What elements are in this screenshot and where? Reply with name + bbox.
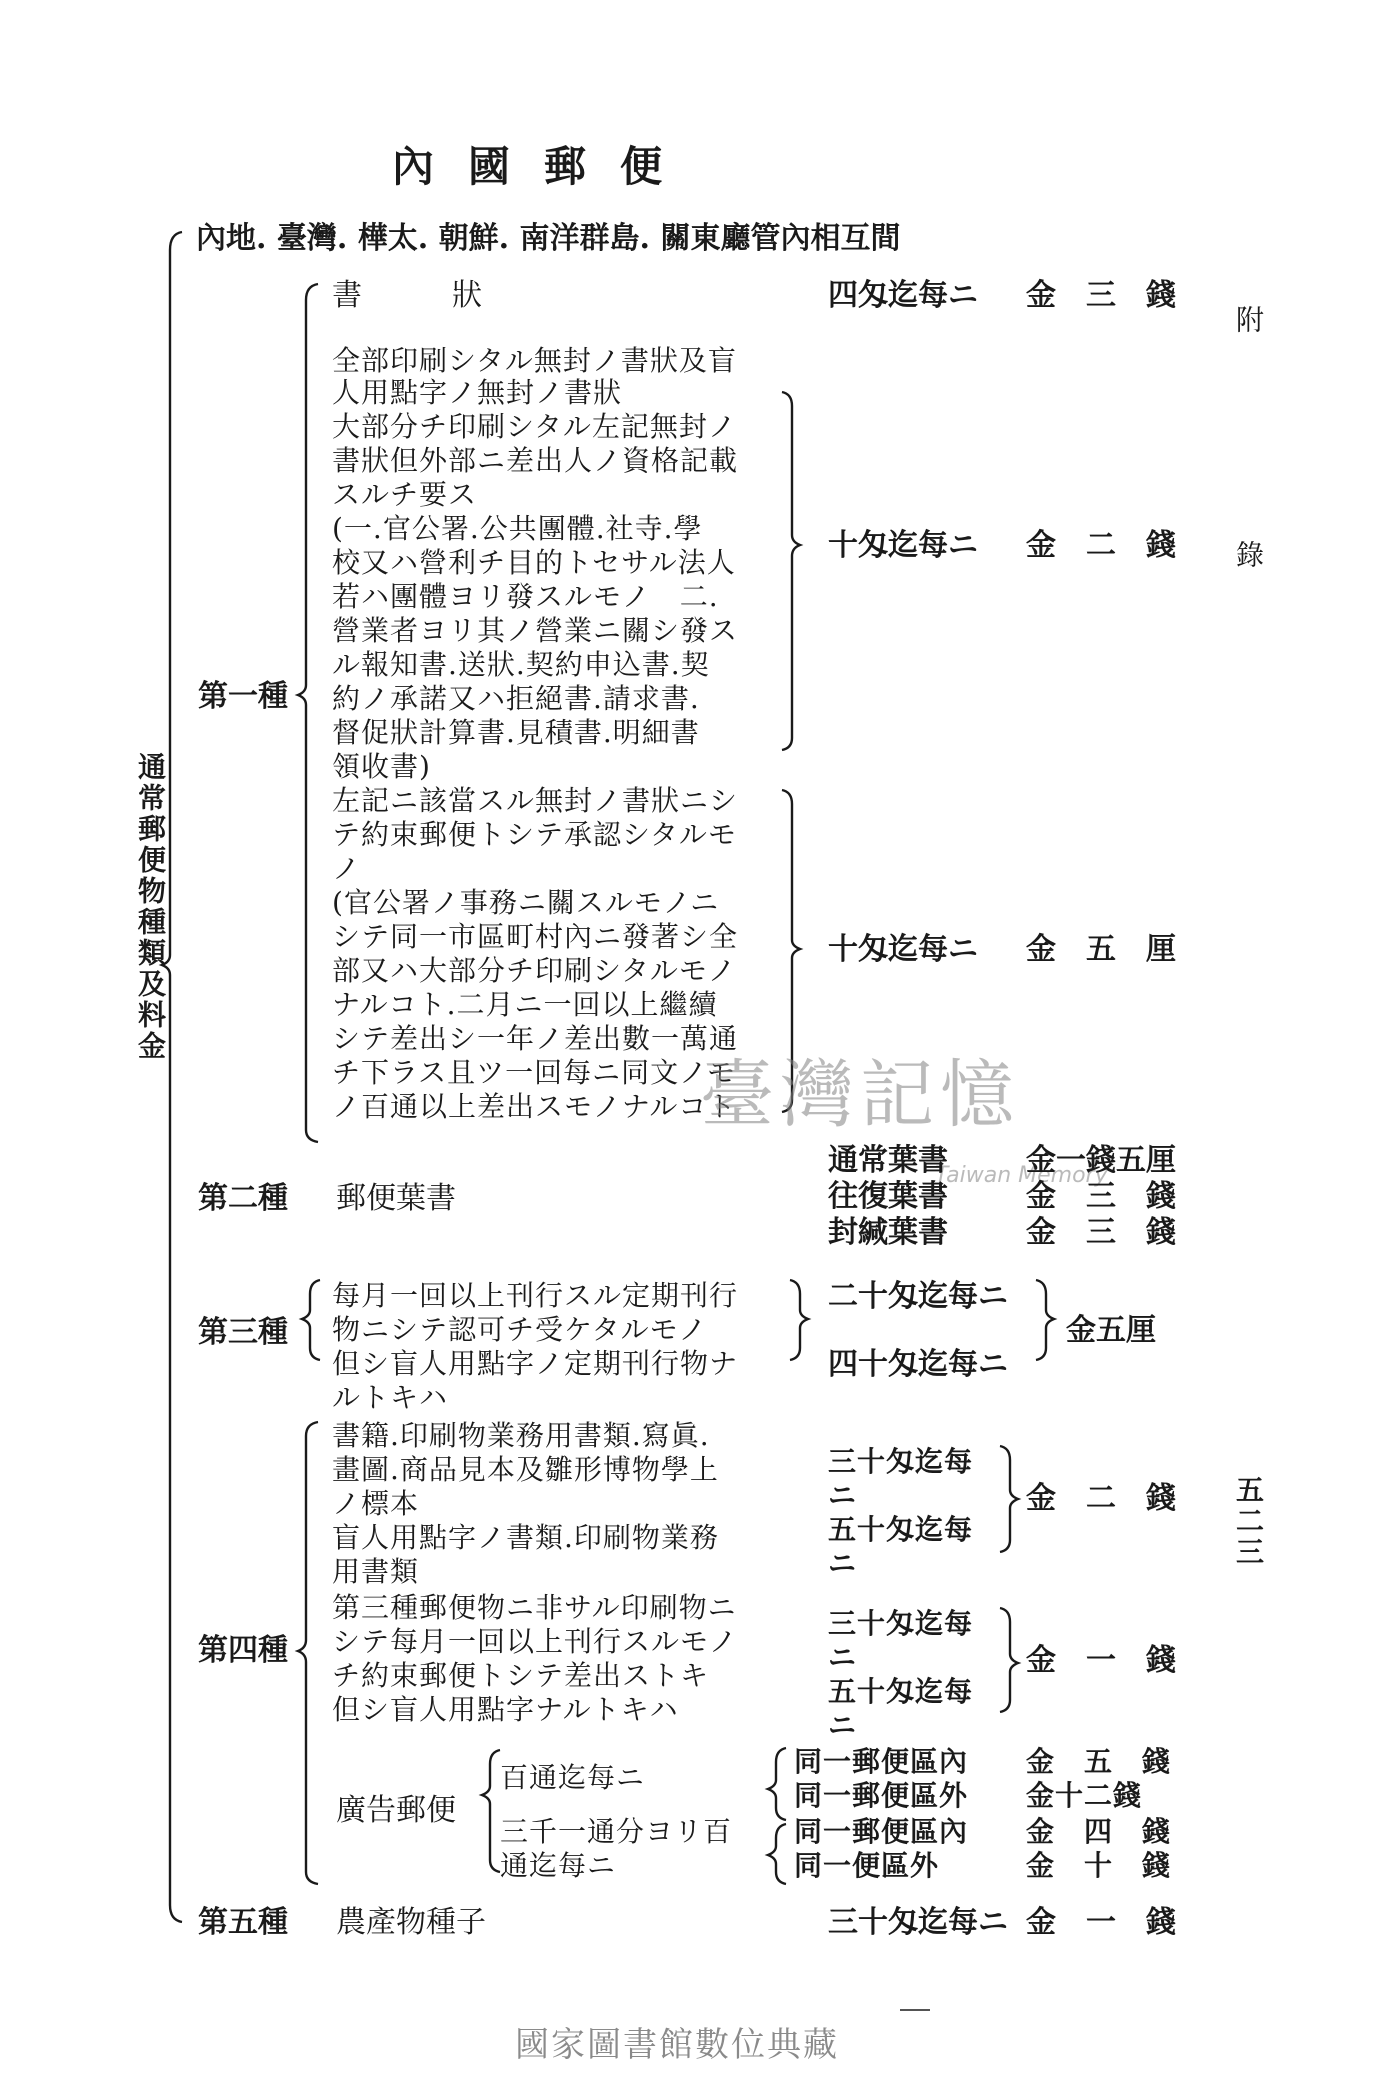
class4-ad-price: 金 十 錢 <box>1026 1849 1172 1882</box>
class1-printed-weight: 十匁迄每ニ <box>828 528 978 563</box>
class4-group2-price: 金 一 錢 <box>1026 1643 1176 1678</box>
class1-printed-line: 若ハ團體ヨリ發スルモノ 二. <box>332 580 719 613</box>
class1-contract-line: 左記ニ該當スル無封ノ書狀ニシ <box>332 784 739 817</box>
class4-group2-line: 第三種郵便物ニ非サル印刷物ニ <box>332 1591 737 1624</box>
class4-group2-line: 但シ盲人用點字ナルトキハ <box>332 1693 679 1726</box>
class2-price: 金 三 錢 <box>1026 1179 1176 1214</box>
class1-contract-line: (官公署ノ事務ニ關スルモノニ <box>332 886 720 919</box>
class4-label: 第四種 <box>198 1633 288 1668</box>
class1-contract-line: ノ百通以上差出スモノナルコト <box>332 1090 737 1123</box>
class2-price: 金 三 錢 <box>1026 1215 1176 1250</box>
class5-label: 第五種 <box>198 1905 288 1940</box>
class2-kind: 通常葉書 <box>828 1143 948 1178</box>
class4-ad-price: 金十二錢 <box>1026 1779 1143 1812</box>
class1-letter-name: 書 狀 <box>332 278 482 313</box>
class4-group1-line: 書籍.印刷物業務用書類.寫眞. <box>332 1419 710 1452</box>
class3-line: ルトキハ <box>332 1381 449 1414</box>
class1-printed-line: 督促狀計算書.見積書.明細書 <box>332 716 700 749</box>
footer-archive: 國家圖書館數位典藏 <box>515 2025 839 2065</box>
class4-group2-line: シテ每月一回以上刊行スルモノ <box>332 1625 738 1658</box>
class4-group1-line: 畫圖.商品見本及雛形博物學上 <box>332 1453 719 1486</box>
class1-printed-price: 金 二 錢 <box>1026 528 1176 563</box>
class1-printed-line: 約ノ承諾又ハ拒絕書.請求書. <box>332 682 700 715</box>
class4-group1-weight: ニ <box>828 1479 858 1512</box>
class1-printed-line: 全部印刷シタル無封ノ書狀及盲 <box>332 344 737 377</box>
class4-group1-price: 金 二 錢 <box>1026 1481 1176 1516</box>
class3-label: 第三種 <box>198 1315 288 1350</box>
class1-letter-weight: 四匁迄每ニ <box>828 278 978 313</box>
class4-ad-area: 同一郵便區外 <box>794 1779 969 1812</box>
page-title: 內國郵便 <box>392 142 697 191</box>
class5-price: 金 一 錢 <box>1026 1905 1176 1940</box>
margin-roku: 錄 <box>1232 540 1265 571</box>
class1-printed-line: スルチ要ス <box>332 478 478 511</box>
class4-group1-weight: 五十匁迄每 <box>828 1513 974 1546</box>
class1-contract-line: チ下ラス且ツ一回每ニ同文ノモ <box>332 1056 737 1089</box>
class2-price: 金一錢五厘 <box>1026 1143 1176 1178</box>
class1-printed-line: 領收書) <box>332 750 431 783</box>
class3-weight: 四十匁迄每ニ <box>828 1347 1008 1382</box>
class1-printed-line: ル報知書.送狀.契約申込書.契 <box>332 648 710 681</box>
class1-letter-price: 金 三 錢 <box>1026 278 1176 313</box>
margin-fu: 附 <box>1232 305 1265 336</box>
side-label: 通常郵便物種類及料金 <box>134 752 167 1062</box>
class4-group2-weight: ニ <box>828 1709 858 1742</box>
class4-ad-area: 同一郵便區內 <box>794 1815 969 1848</box>
class3-line: 但シ盲人用點字ノ定期刊行物ナ <box>332 1347 739 1380</box>
class4-ad-range: 三千一通分ヨリ百 <box>500 1815 733 1848</box>
scope-line: 內地. 臺灣. 樺太. 朝鮮. 南洋群島. 關東廳管內相互間 <box>196 221 901 256</box>
class1-printed-line: 大部分チ印刷シタル左記無封ノ <box>332 410 737 443</box>
class1-contract-weight: 十匁迄每ニ <box>828 932 978 967</box>
class1-contract-line: シテ差出シ一年ノ差出數一萬通 <box>332 1022 739 1055</box>
class4-group1-weight: ニ <box>828 1547 858 1580</box>
class4-group1-line: 用書類 <box>332 1555 420 1588</box>
class4-ad-price: 金 四 錢 <box>1026 1815 1172 1848</box>
class3-price: 金五厘 <box>1066 1313 1156 1348</box>
class3-weight: 二十匁迄每ニ <box>828 1279 1008 1314</box>
class2-kind: 封緘葉書 <box>828 1215 948 1250</box>
class3-line: 每月一回以上刊行スル定期刊行 <box>332 1279 739 1312</box>
class3-line: 物ニシテ認可チ受ケタルモノ <box>332 1313 708 1346</box>
watermark-text: Taiwan Memory <box>935 1163 1108 1188</box>
class4-group2-weight: 五十匁迄每 <box>828 1675 974 1708</box>
class4-ad-price: 金 五 錢 <box>1026 1745 1172 1778</box>
class1-printed-line: 校又ハ營利チ目的トセサル法人 <box>332 546 736 579</box>
class4-group2-line: チ約束郵便トシテ差出ストキ <box>332 1659 710 1692</box>
class4-ad-area: 同一郵便區內 <box>794 1745 969 1778</box>
class1-contract-line: ナルコト.二月ニ一回以上繼續 <box>332 988 718 1021</box>
class1-printed-line: 營業者ヨリ其ノ營業ニ關シ發ス <box>332 614 739 647</box>
class5-weight: 三十匁迄每ニ <box>828 1905 1008 1940</box>
class2-name: 郵便葉書 <box>336 1181 456 1216</box>
class4-group2-weight: ニ <box>828 1641 858 1674</box>
class4-group2-weight: 三十匁迄每 <box>828 1607 974 1640</box>
class1-label: 第一種 <box>198 679 288 714</box>
class1-printed-line: 書狀但外部ニ差出人ノ資格記載 <box>332 444 739 477</box>
class4-group1-weight: 三十匁迄每 <box>828 1445 974 1478</box>
page-number: 五二三 <box>1232 1475 1265 1568</box>
class1-contract-line: ノ <box>332 852 362 885</box>
class2-kind: 往復葉書 <box>828 1179 948 1214</box>
class4-ad-range: 通迄每ニ <box>500 1849 617 1882</box>
class1-contract-line: 部又ハ大部分チ印刷シタルモノ <box>332 954 737 987</box>
class4-ad-range: 百通迄每ニ <box>500 1761 646 1794</box>
class1-contract-price: 金 五 厘 <box>1026 932 1176 967</box>
class1-contract-line: テ約束郵便トシテ承認シタルモ <box>332 818 737 851</box>
class1-contract-line: シテ同一市區町村內ニ發著シ全 <box>332 920 739 953</box>
class1-printed-line: (一.官公署.公共團體.社寺.學 <box>332 512 703 545</box>
class1-printed-line: 人用點字ノ無封ノ書狀 <box>332 376 623 409</box>
class4-ad-area: 同一便區外 <box>794 1849 940 1882</box>
class4-group1-line: ノ標本 <box>332 1487 420 1520</box>
class4-ad-label: 廣告郵便 <box>336 1793 456 1828</box>
class5-name: 農產物種子 <box>336 1905 486 1940</box>
class4-group1-line: 盲人用點字ノ書類.印刷物業務 <box>332 1521 719 1554</box>
watermark-logo: 臺灣記憶 <box>700 1052 1020 1138</box>
class2-label: 第二種 <box>198 1181 288 1216</box>
